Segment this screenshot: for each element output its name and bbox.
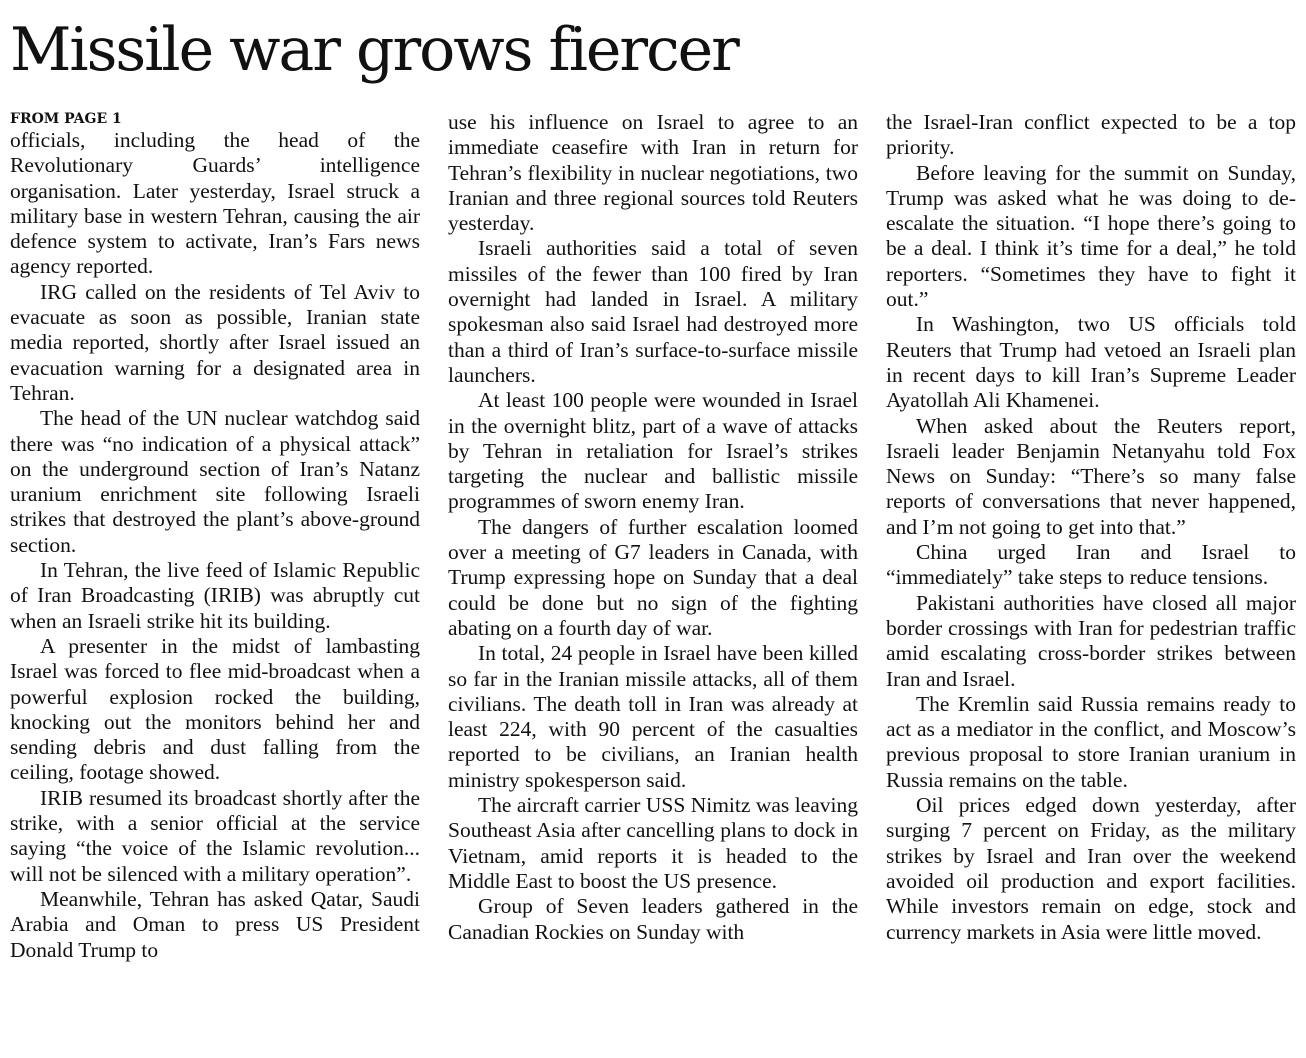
paragraph: Oil prices edged down yesterday, after surging 7 percent on Friday, as the military strikes by Israel and Iran over the weekend avoided oil production and export facilities. While investors remain on edge, stock and currency markets in Asia were little moved. — [886, 793, 1296, 944]
paragraph: use his influence on Israel to agree to an immediate ceasefire with Iran in return for Tehran’s flexibility in nuclear negotiations, two Iranian and three regional sources told Reuters yesterday. — [448, 110, 858, 236]
paragraph: Meanwhile, Tehran has asked Qatar, Saudi Arabia and Oman to press US President Donald Trump to — [10, 886, 420, 962]
paragraph: Israeli authorities said a total of seven missiles of the fewer than 100 fired by Iran overnight had landed in Israel. A military spokesman also said Israel had destroyed more than a third of Iran’s surface-to-surface missile launchers. — [448, 236, 858, 387]
article-column-1 — [10, 110, 420, 963]
paragraph: Group of Seven leaders gathered in the Canadian Rockies on Sunday with — [448, 894, 858, 944]
paragraph: the Israel-Iran conflict expected to be a top priority. — [886, 110, 1296, 160]
paragraph: IRIB resumed its broadcast shortly after the strike, with a senior official at the service saying “the voice of the Islamic revolution... will not be silenced with a military operation”. — [10, 785, 420, 886]
paragraph: Before leaving for the summit on Sunday, Trump was asked what he was doing to de-escalate the situation. “I hope there’s going to be a deal. I think it’s time for a deal,” he told reporters. “Sometimes they have to fight it out.” — [886, 160, 1296, 312]
paragraph: IRG called on the residents of Tel Aviv to evacuate as soon as possible, Iranian state media reported, shortly after Israel issued an evacuation warning for a designated area in Tehran. — [10, 279, 420, 405]
headline: Missile war grows fiercer — [10, 15, 738, 85]
paragraph: In Tehran, the live feed of Islamic Republic of Iran Broadcasting (IRIB) was abruptly cut when an Israeli strike hit its building. — [10, 558, 420, 633]
article-column-2 — [448, 110, 858, 945]
paragraph: The Kremlin said Russia remains ready to act as a mediator in the conflict, and Moscow’s previous proposal to store Iranian uranium in Russia remains on the table. — [886, 691, 1296, 792]
kicker: FROM PAGE 1 — [10, 111, 122, 127]
paragraph: In total, 24 people in Israel have been killed so far in the Iranian missile attacks, all of them civilians. The death toll in Iran was already at least 224, with 90 percent of the casualties reported to be civilians, an Iranian health ministry spokesperson said. — [448, 641, 858, 792]
paragraph: At least 100 people were wounded in Israel in the overnight blitz, part of a wave of attacks by Tehran in retaliation for Israel’s strikes targeting the nuclear and ballistic missile programmes of sworn enemy Iran. — [448, 388, 858, 514]
paragraph: A presenter in the midst of lambasting Israel was forced to flee mid-broadcast when a powerful explosion rocked the building, knocking out the monitors behind her and sending debris and dust falling from the ceiling, footage showed. — [10, 633, 420, 785]
paragraph: The dangers of further escalation loomed over a meeting of G7 leaders in Canada, with Trump expressing hope on Sunday that a deal could be done but no sign of the fighting abating on a fourth day of war. — [448, 514, 858, 640]
paragraph: Pakistani authorities have closed all major border crossings with Iran for pedestrian traffic amid escalating cross-border strikes between Iran and Israel. — [886, 590, 1296, 691]
article-column-3 — [886, 110, 1296, 945]
paragraph: officials, including the head of the Revolutionary Guards’ intelligence organisation. Later yesterday, Israel struck a military base in western Tehran, causing the air defence system to activate, Iran’s Fars news agency reported. — [10, 128, 420, 279]
paragraph: In Washington, two US officials told Reuters that Trump had vetoed an Israeli plan in recent days to kill Iran’s Supreme Leader Ayatollah Ali Khamenei. — [886, 312, 1296, 413]
paragraph: The head of the UN nuclear watchdog said there was “no indication of a physical attack” on the underground section of Iran’s Natanz uranium enrichment site following Israeli strikes that destroyed the plant’s above-ground section. — [10, 406, 420, 557]
paragraph: The aircraft carrier USS Nimitz was leaving Southeast Asia after cancelling plans to dock in Vietnam, amid reports it is headed to the Middle East to boost the US presence. — [448, 793, 858, 893]
paragraph: When asked about the Reuters report, Israeli leader Benjamin Netanyahu told Fox News on Sunday: “There’s so many false reports of conversations that never happened, and I’m not going to get into that.” — [886, 413, 1296, 539]
paragraph: China urged Iran and Israel to “immediately” take steps to reduce tensions. — [886, 540, 1296, 590]
